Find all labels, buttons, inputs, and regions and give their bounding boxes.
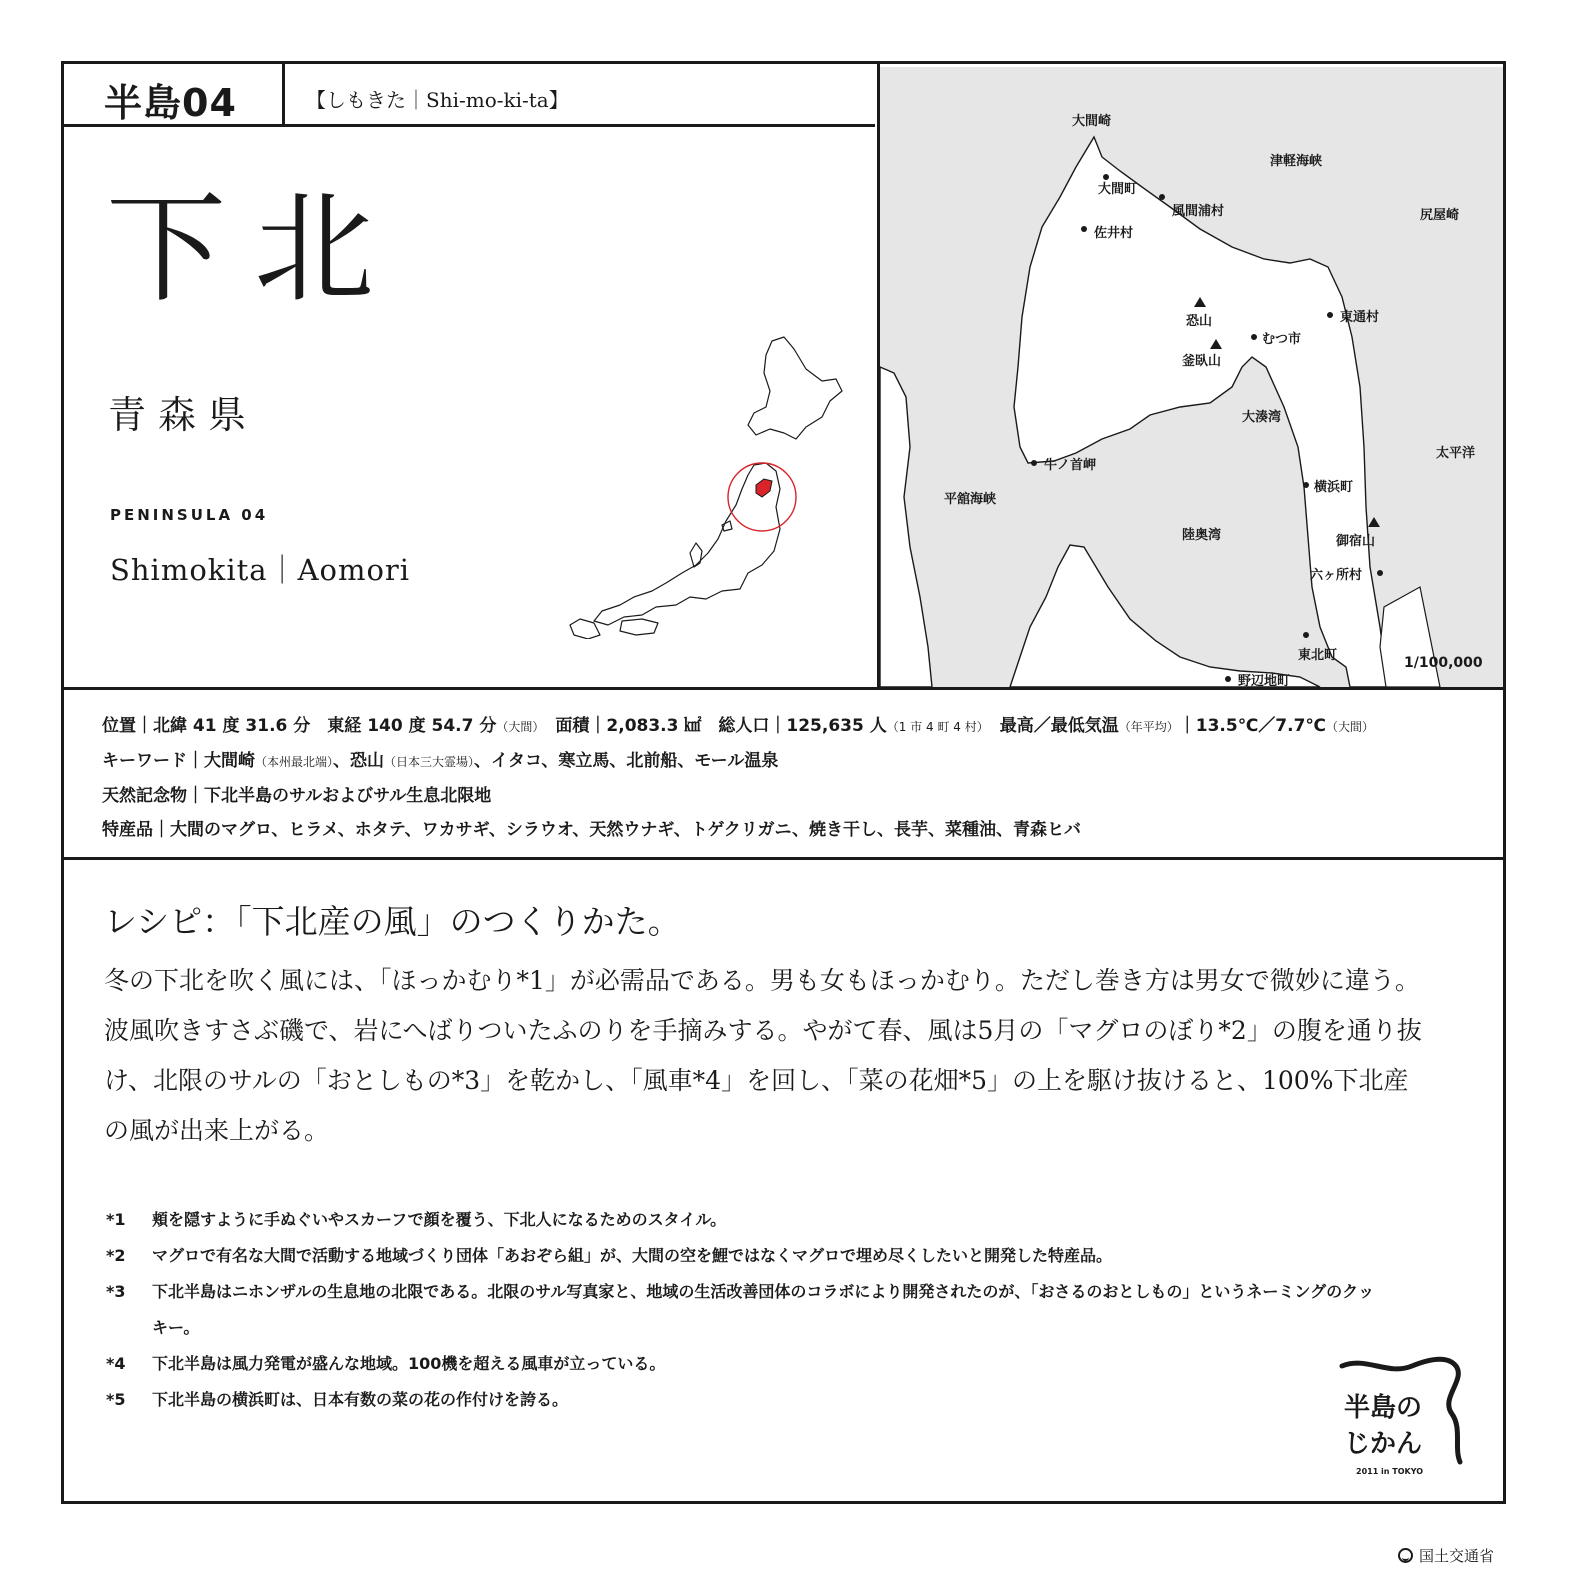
ushinokubi-marker — [1031, 460, 1037, 466]
yokohama-marker — [1303, 482, 1309, 488]
info-text: 125,635 人 — [786, 716, 887, 736]
logo-line2: じかん — [1344, 1429, 1423, 1459]
logo-line1: 半島の — [1344, 1393, 1423, 1423]
info-text: 天然記念物 — [102, 786, 187, 806]
hokkaido-outline — [748, 337, 842, 439]
ministry-name: 国土交通省 — [1419, 1547, 1495, 1565]
oma-town-marker — [1103, 174, 1109, 180]
info-text: 、恐山 — [333, 751, 385, 771]
label-tohoku: 東北町 — [1298, 648, 1338, 663]
footnote-text: マグロで有名な大間で活動する地域づくり団体「あおぞら組」が、大間の空を鯉ではなくマグロで埋め尽くしたいと開発した特産品。 — [152, 1246, 1113, 1265]
footnote-5 — [106, 1382, 1386, 1418]
info-block — [102, 709, 1472, 847]
hanto-no-jikan-logo — [1336, 1352, 1476, 1482]
higashidori-marker — [1327, 312, 1333, 318]
footnote-2 — [106, 1238, 1386, 1274]
ministry-credit — [1398, 1545, 1494, 1566]
info-text: 位置 — [102, 716, 136, 736]
info-text: 面積 — [555, 716, 590, 736]
recipe-body: 冬の下北を吹く風には、「ほっかむり*1」が必需品である。男も女もほっかむり。ただし巻き方は男女で微妙に違う。波風吹きすさぶ磯で、岩にへばりついたふのりを手摘みする。やがて春、風は5月の「マグロのぼり*2」の腹を通り抜け、北限のサルの「おとしもの*3」を乾かし、「風車*4」を回し、「菜の花畑*5」の上を駆け抜けると、100%下北産の風が出来上がる。 — [104, 966, 1422, 1145]
label-shiriya: 尻屋崎 — [1420, 208, 1460, 223]
label-kamafuse: 釜臥山 — [1182, 354, 1222, 369]
japan-locator-map — [544, 329, 864, 639]
tohoku-marker — [1303, 632, 1309, 638]
info-text: （本州最北端） — [255, 755, 334, 769]
footnote-text: 下北半島は風力発電が盛んな地域。100機を超える風車が立っている。 — [152, 1354, 666, 1373]
peninsula-label: PENINSULA 04 — [110, 506, 269, 524]
shikoku-outline — [620, 619, 658, 635]
info-row-location: 位置｜北緯 41 度 31.6 分 東経 140 度 54.7 分（大間） 面積｜2,083.3 ㎢ 総人口｜125,635 人（1 市 4 町 4 村） 最高／最低気温（年平均）｜13.5℃／7.7℃（大間） — [102, 716, 1374, 736]
label-ushinokubi: 牛ノ首岬 — [1044, 458, 1097, 473]
info-text: 特産品 — [102, 820, 153, 840]
info-text: 総人口 — [718, 716, 770, 736]
shimokita-highlight — [756, 479, 772, 497]
label-tairadate-strait: 平舘海峡 — [944, 492, 997, 507]
label-higashidori: 東通村 — [1340, 310, 1380, 325]
shimokita-regional-map — [880, 67, 1503, 687]
recipe-title: レシピ：「下北産の風」のつくりかた。 — [104, 902, 681, 941]
info-text: 13.5℃／7.7℃ — [1195, 716, 1326, 736]
info-text: 大間崎 — [204, 751, 255, 771]
label-oma-zaki: 大間崎 — [1072, 114, 1112, 129]
info-text: （大間） — [1325, 720, 1374, 734]
info-text: 下北半島のサルおよびサル生息北限地 — [204, 786, 492, 806]
footnote-4 — [106, 1346, 1386, 1382]
map-scale: 1/100,000 — [1404, 655, 1483, 671]
label-mutsu-bay: 陸奥湾 — [1182, 528, 1222, 543]
info-text: 最高／最低気温 — [999, 716, 1119, 736]
mutsu-marker — [1251, 334, 1257, 340]
footnote-text: 下北半島の横浜町は、日本有数の菜の花の作付けを誇る。 — [152, 1390, 569, 1409]
footnote-1 — [106, 1202, 1386, 1238]
ministry-emblem-icon — [1398, 1548, 1413, 1563]
footnote-key: *1 — [106, 1210, 126, 1229]
info-text: （1 市 4 町 4 村） — [886, 720, 983, 734]
page-title: 下北 — [106, 180, 402, 319]
footnote-key: *5 — [106, 1390, 126, 1409]
footnote-key: *2 — [106, 1246, 126, 1265]
prefecture: 青森県 — [108, 393, 259, 437]
kazamaura-marker — [1159, 194, 1165, 200]
footnotes — [106, 1202, 1386, 1418]
header-number-divider — [282, 64, 285, 124]
label-oma-town: 大間町 — [1098, 182, 1138, 197]
peninsula-number: 半島04 — [104, 81, 237, 125]
label-ominato-bay: 大湊湾 — [1242, 410, 1282, 425]
logo-sub: 2011 in TOKYO — [1356, 1467, 1424, 1476]
info-text: （日本三大霊場） — [384, 755, 475, 769]
label-kazamaura: 風間浦村 — [1172, 204, 1225, 219]
info-text: 大間のマグロ、ヒラメ、ホタテ、ワカサギ、シラウオ、天然ウナギ、トゲクリガニ、焼き干し、長芋、菜種油、青森ヒバ — [170, 820, 1082, 840]
label-sai: 佐井村 — [1094, 226, 1134, 241]
honshu-outline — [594, 463, 780, 625]
label-pacific: 太平洋 — [1436, 446, 1476, 461]
label-rokkasho: 六ヶ所村 — [1310, 568, 1363, 583]
label-tsugaru-strait: 津軽海峡 — [1270, 154, 1323, 169]
info-row-specialties: 特産品｜大間のマグロ、ヒラメ、ホタテ、ワカサギ、シラウオ、天然ウナギ、トゲクリガニ、焼き干し、長芋、菜種油、青森ヒバ — [102, 820, 1082, 840]
info-text: （年平均） — [1118, 720, 1179, 734]
footnote-3 — [106, 1274, 1386, 1346]
noheji-marker — [1225, 676, 1231, 682]
label-osorezan: 恐山 — [1186, 314, 1213, 329]
label-noheji: 野辺地町 — [1238, 674, 1291, 687]
info-top-divider — [64, 687, 1503, 690]
card-frame — [61, 61, 1506, 1504]
info-row-keywords: キーワード｜大間崎（本州最北端）、恐山（日本三大霊場）、イタコ、寒立馬、北前船、モール温泉 — [102, 751, 779, 771]
footnote-text: 頬を隠すように手ぬぐいやスカーフで顔を覆う、下北人になるためのスタイル。 — [152, 1210, 727, 1229]
info-text: 、イタコ、寒立馬、北前船、モール温泉 — [474, 751, 779, 771]
noto-outline — [690, 543, 702, 567]
label-yokohama: 横浜町 — [1314, 480, 1354, 495]
info-text: 東経 140 度 54.7 分 — [327, 716, 497, 736]
peninsula-reading: 【しもきた｜Shi-mo-ki-ta】 — [306, 88, 569, 112]
sai-marker — [1081, 226, 1087, 232]
rokkasho-marker — [1377, 570, 1383, 576]
info-text: （大間） — [496, 720, 539, 734]
footnote-key: *3 — [106, 1282, 126, 1301]
info-text: 北緯 41 度 31.6 分 — [153, 716, 311, 736]
info-text: 2,083.3 ㎢ — [606, 716, 702, 736]
info-row-monuments: 天然記念物｜下北半島のサルおよびサル生息北限地 — [102, 786, 492, 806]
peninsula-name: Shimokita｜Aomori — [110, 553, 411, 587]
info-bottom-divider — [64, 857, 1503, 860]
info-text: キーワード — [102, 751, 187, 771]
label-ohshukuyama: 御宿山 — [1336, 534, 1376, 549]
footnote-text: 下北半島はニホンザルの生息地の北限である。北限のサル写真家と、地域の生活改善団体のコラボにより開発されたのが、「おさるのおとしもの」というネーミングのクッキー。 — [152, 1282, 1375, 1337]
label-mutsu: むつ市 — [1262, 332, 1302, 347]
footnote-key: *4 — [106, 1354, 126, 1373]
